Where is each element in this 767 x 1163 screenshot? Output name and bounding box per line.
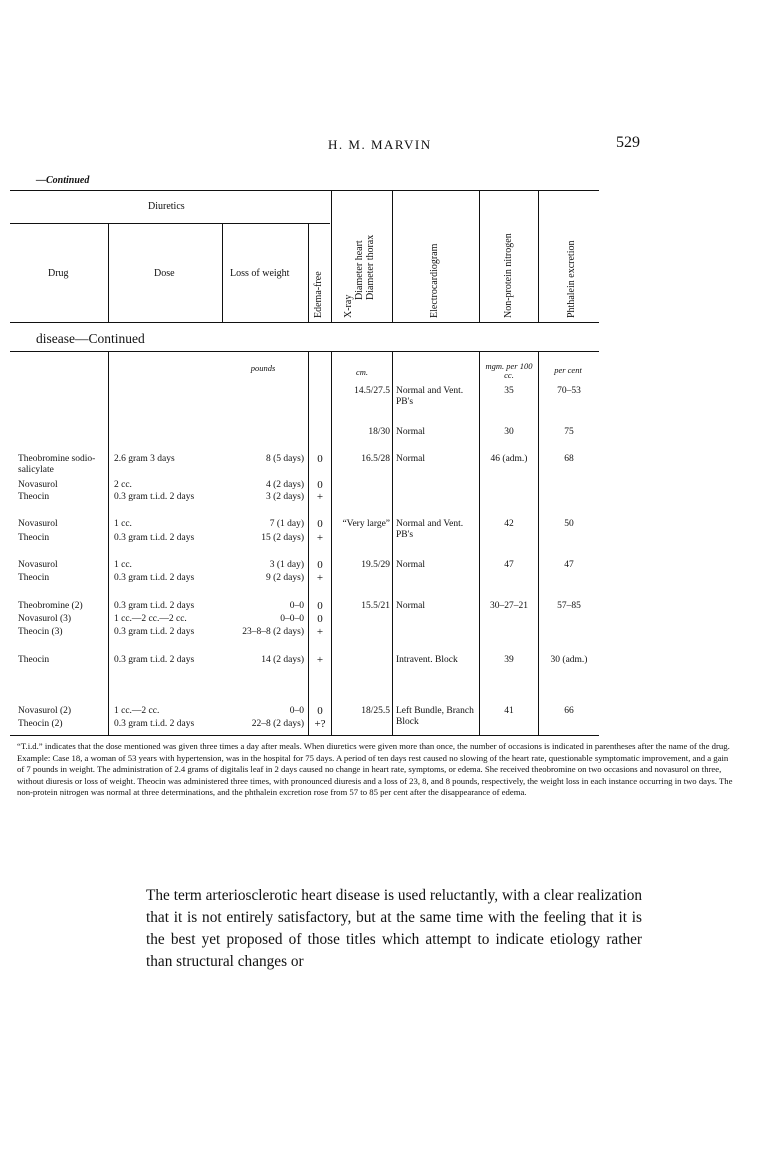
cell-dose: 1 cc. — [114, 560, 132, 570]
cell-drug: Novasurol — [18, 480, 58, 490]
col-header-xray-thorax: Diameter thorax — [365, 234, 376, 300]
cell-npn: 47 — [504, 560, 514, 570]
cell-dose: 2.6 gram 3 days — [114, 454, 175, 464]
cell-drug: Novasurol — [18, 560, 58, 570]
cell-npn: 30 — [504, 427, 514, 437]
cell-xray: 18/30 — [368, 427, 390, 437]
col-header-ecg: Electrocardiogram — [429, 243, 440, 318]
cell-ecg: Intravent. Block — [396, 655, 458, 665]
cell-ecg: Normal — [396, 427, 426, 437]
cell-dose: 1 cc.—2 cc.—2 cc. — [114, 614, 187, 624]
cell-xray: 14.5/27.5 — [354, 386, 390, 396]
cell-ecg: Normal — [396, 601, 426, 611]
cell-edema: 0 — [317, 559, 323, 571]
cell-phth: 30 (adm.) — [550, 655, 588, 665]
cell-npn: 35 — [504, 386, 514, 396]
cell-phth: 70–53 — [557, 386, 581, 396]
cell-npn: 41 — [504, 706, 514, 716]
cell-drug: Novasurol (3) — [18, 614, 72, 624]
cell-npn: 39 — [504, 655, 514, 665]
cell-edema: 0 — [317, 600, 323, 612]
body-paragraph-text: The term arteriosclerotic heart disease is used reluctantly, with a clear realization that it is not entirely satisfactory, but at the same time with the feeling that it is the best yet proposed of those titles which attempt to indicate etiology rather than structural changes or — [146, 887, 642, 970]
cell-edema: + — [316, 654, 324, 666]
cell-phth: 57–85 — [557, 601, 581, 611]
cell-drug: Theobromine sodio-salicylate — [18, 454, 96, 475]
running-header-author: H. M. MARVIN — [328, 137, 432, 152]
cell-dose: 1 cc.—2 cc. — [114, 706, 160, 716]
unit-loss: pounds — [250, 363, 276, 373]
cell-edema: + — [316, 491, 324, 503]
cell-drug: Theobromine (2) — [18, 601, 83, 611]
cell-dose: 0.3 gram t.i.d. 2 days — [114, 719, 195, 729]
cell-loss: 0–0 — [289, 601, 304, 611]
cell-edema: 0 — [317, 613, 323, 625]
cell-dose: 0.3 gram t.i.d. 2 days — [114, 601, 195, 611]
cell-npn: 30–27–21 — [490, 601, 528, 611]
cell-edema: + — [316, 626, 324, 638]
cell-dose: 1 cc. — [114, 519, 132, 529]
cell-edema: 0 — [317, 453, 323, 465]
cell-edema: 0 — [317, 705, 323, 717]
cell-phth: 50 — [564, 519, 574, 529]
cell-drug: Theocin (2) — [18, 719, 63, 729]
cell-edema: +? — [314, 718, 326, 730]
cell-phth: 75 — [564, 427, 574, 437]
cell-drug: Theocin — [18, 533, 50, 543]
cell-loss: 14 (2 days) — [261, 655, 304, 665]
cell-loss: 23–8–8 (2 days) — [242, 627, 304, 637]
unit-npn: mgm. per 100 cc. — [485, 361, 533, 380]
cell-edema: 0 — [317, 518, 323, 530]
cell-ecg: Normal — [396, 454, 426, 464]
cell-loss: 4 (2 days) — [266, 480, 304, 490]
col-header-xray-heart: Diameter heart — [354, 240, 365, 300]
cell-xray: “Very large” — [342, 519, 390, 529]
cell-ecg: Left Bundle, Branch Block — [396, 706, 474, 727]
cell-xray: 18/25.5 — [361, 706, 390, 716]
body-paragraph — [146, 885, 642, 973]
cell-phth: 47 — [564, 560, 574, 570]
cell-loss: 3 (2 days) — [266, 492, 304, 502]
cell-dose: 2 cc. — [114, 480, 132, 490]
col-header-drug: Drug — [48, 268, 69, 279]
cell-ecg: Normal — [396, 560, 426, 570]
table-footnote: “T.i.d.” indicates that the dose mentioned was given three times a day after meals. When diuretics were given more than once, the number of occasions is indicated in parentheses after the name of the drug. Example: Case 18, a woman of 53 years with hypertension, was in the hospital for 75 days. A period of ten days rest caused no slowing of the heart rate, questionable symptomatic improvement, and a gain of 7 pounds in weight. The administration of 2.4 grams of digitalis leaf in 2 days caused no change in heart rate, symptoms, or edema. She received theobromine on two occasions and novasurol on three, without diuresis or loss of weight. Theocin was administered three times, with pronounced diuresis and a loss of 23, 8, and 8 pounds, respectively, the weight loss in each instance occurring in two days. The non-protein nitrogen was normal at three determinations, and the phthalein excretion rose from 57 to 85 per cent after the disappearance of edema. — [17, 741, 733, 798]
cell-npn: 42 — [504, 519, 514, 529]
cell-drug: Theocin — [18, 655, 50, 665]
col-header-edema: Edema-free — [313, 271, 324, 318]
cell-drug: Novasurol (2) — [18, 706, 72, 716]
cell-xray: 16.5/28 — [361, 454, 390, 464]
cell-loss: 0–0 — [289, 706, 304, 716]
cell-drug: Novasurol — [18, 519, 58, 529]
cell-drug: Theocin — [18, 573, 50, 583]
cell-edema: + — [316, 572, 324, 584]
cell-loss: 3 (1 day) — [269, 560, 304, 570]
cell-xray: 15.5/21 — [361, 601, 390, 611]
section-label: disease—Continued — [36, 331, 145, 346]
page-number: 529 — [616, 134, 640, 151]
cell-drug: Theocin — [18, 492, 50, 502]
cell-ecg: Normal and Vent. PB's — [396, 386, 464, 407]
cell-xray: 19.5/29 — [361, 560, 390, 570]
cell-dose: 0.3 gram t.i.d. 2 days — [114, 655, 195, 665]
cell-loss: 9 (2 days) — [266, 573, 304, 583]
cell-drug: Theocin (3) — [18, 627, 63, 637]
continued-label: —Continued — [36, 175, 90, 186]
col-header-dose: Dose — [154, 268, 175, 279]
cell-edema: + — [316, 532, 324, 544]
cell-loss: 22–8 (2 days) — [251, 719, 304, 729]
cell-phth: 68 — [564, 454, 574, 464]
cell-edema: 0 — [317, 479, 323, 491]
cell-phth: 66 — [564, 706, 574, 716]
cell-dose: 0.3 gram t.i.d. 2 days — [114, 627, 195, 637]
diuretics-group-header: Diuretics — [148, 201, 185, 212]
cell-ecg: Normal and Vent. PB's — [396, 519, 464, 540]
cell-npn: 46 (adm.) — [490, 454, 528, 464]
col-header-loss: Loss of weight — [230, 268, 290, 279]
col-header-phthalein: Phthalein excretion — [566, 240, 577, 318]
cell-loss: 0–0–0 — [280, 614, 304, 624]
unit-phthalein: per cent — [554, 365, 582, 375]
cell-dose: 0.3 gram t.i.d. 2 days — [114, 492, 195, 502]
col-header-xray: X-ray — [343, 294, 354, 318]
col-header-npn: Non-protein nitrogen — [503, 233, 514, 318]
cell-loss: 15 (2 days) — [261, 533, 304, 543]
unit-xray: cm. — [355, 367, 369, 377]
cell-dose: 0.3 gram t.i.d. 2 days — [114, 573, 195, 583]
cell-dose: 0.3 gram t.i.d. 2 days — [114, 533, 195, 543]
cell-loss: 8 (5 days) — [266, 454, 304, 464]
cell-loss: 7 (1 day) — [269, 519, 304, 529]
